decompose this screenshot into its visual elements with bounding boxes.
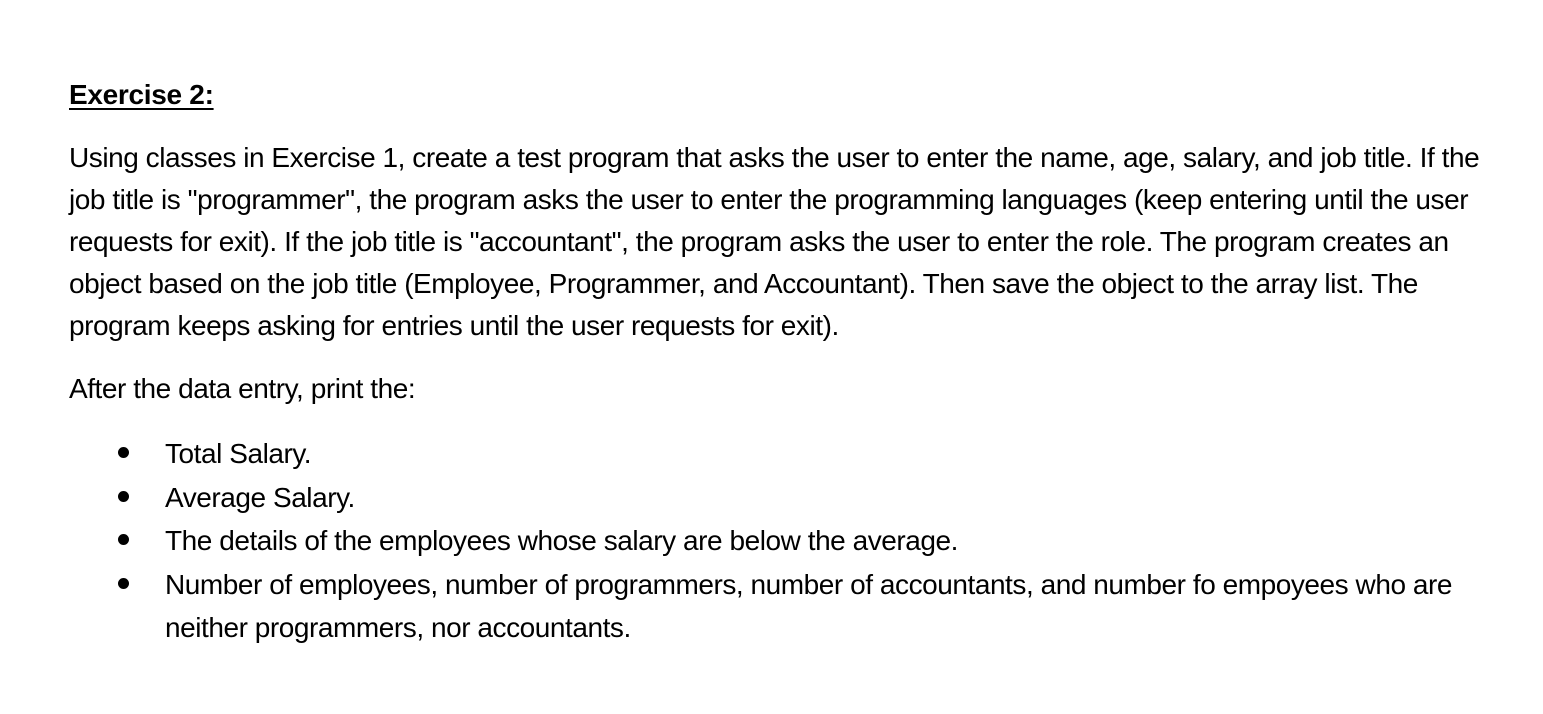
print-intro: After the data entry, print the: [69,373,416,404]
list-item [69,563,1519,650]
exercise-heading: Exercise 2: [69,79,214,110]
list-item-text: Average Salary. [165,481,355,513]
bullet-icon [118,491,129,502]
list-item-text: Total Salary. [165,438,312,469]
list-item-text: The details of the employees whose salary are below the average. [165,525,959,556]
list-item-text: Number of employees, number of programmers, number of accountants, and number fo empoyees who are neither programmers, nor accountants. [165,568,1453,643]
bullet-icon [118,534,129,545]
requirements-list [69,432,1519,650]
bullet-icon [118,578,129,589]
list-item [69,519,1519,563]
bullet-icon [118,447,129,458]
document-page [69,74,1519,650]
exercise-paragraph: Using classes in Exercise 1, create a test program that asks the user to enter the name, age, salary, and job title. If the job title is "programmer", the program asks the user to enter the programming languages (keep entering until the user requests for exit). If the job title is "accountant", the program asks the user to enter the role. The program creates an object based on the job title (Employee, Programmer, and Accountant). Then save the object to the array list. The program keeps asking for entries until the user requests for exit). [69,142,1480,341]
list-item [69,476,1519,520]
list-item [69,432,1519,476]
